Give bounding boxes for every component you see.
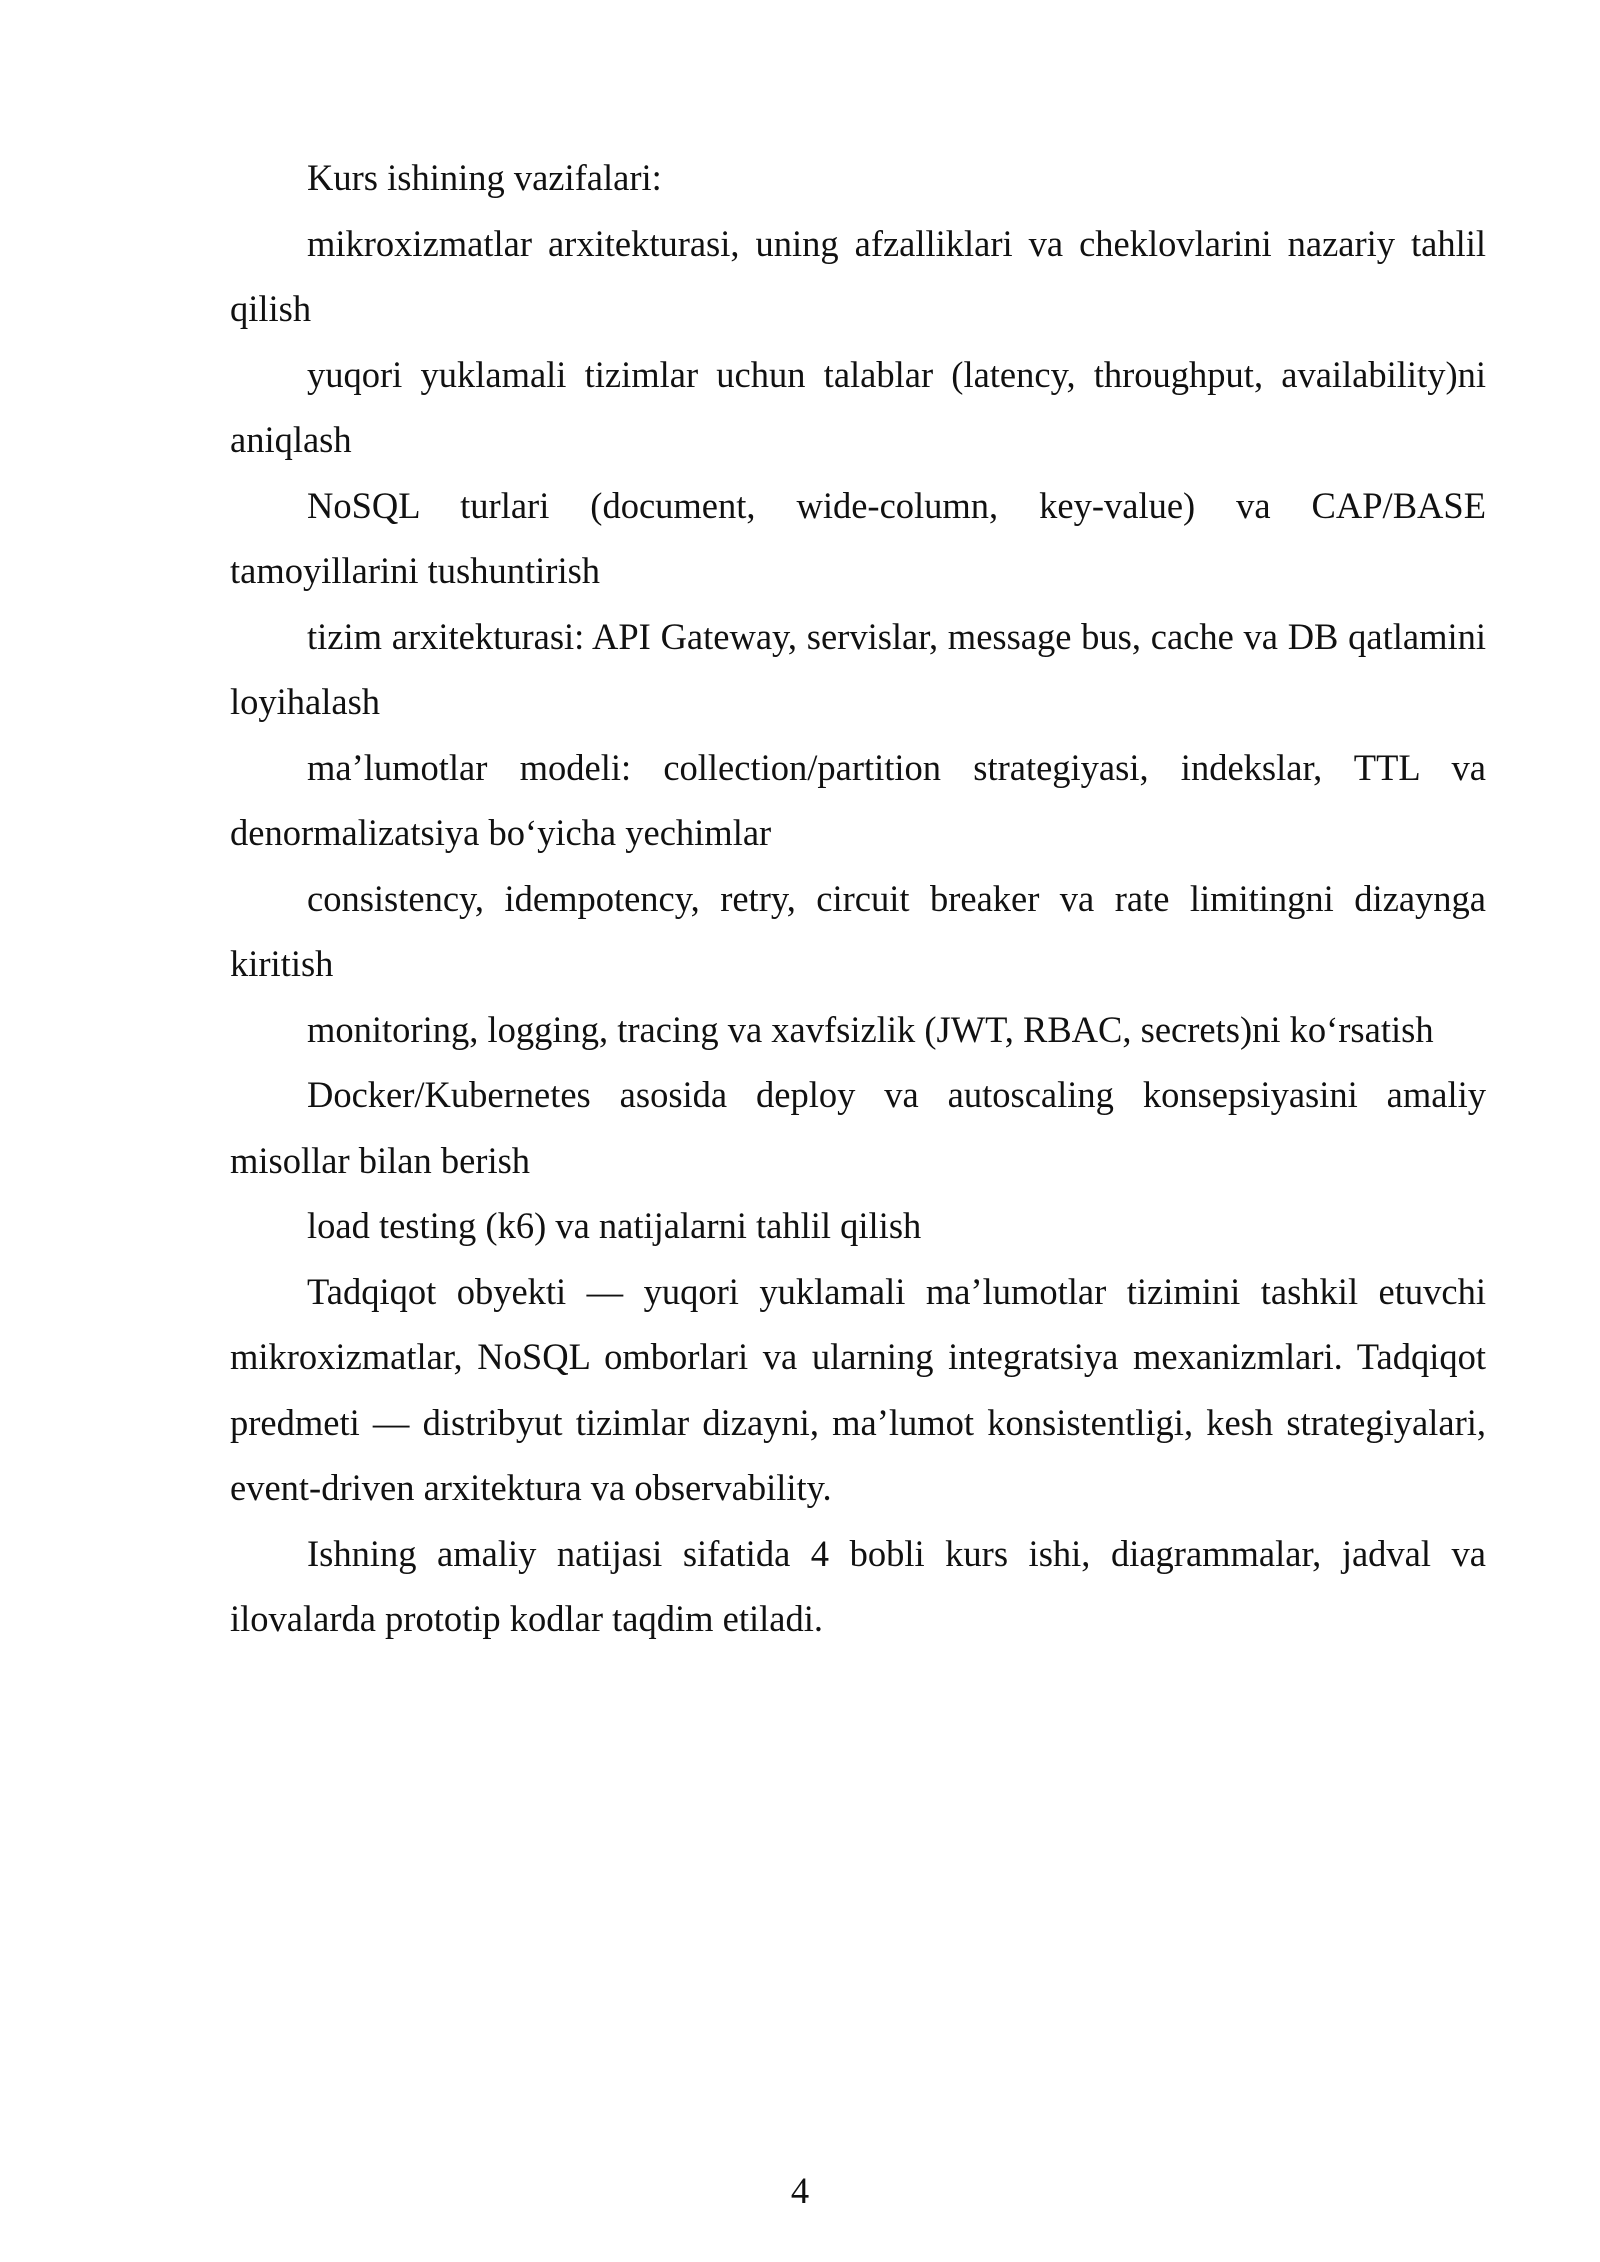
text-body <box>230 145 1486 1652</box>
paragraph-task-6: consistency, idempotency, retry, circuit breaker va rate limitingni dizaynga kiritish <box>230 877 1486 984</box>
paragraph-research-object: Tadqiqot obyekti — yuqori yuklamali ma’lumotlar tizimini tashkil etuvchi mikroxizmatlar, NoSQL omborlari va ularning integratsiya mexanizmlari. Tadqiqot predmeti — distribyut tizimlar dizayni, ma’lumot konsistentligi, kesh strategiyalari, event-driven arxitektura va observability. <box>230 1270 1486 1508</box>
paragraph-tasks-heading: Kurs ishining vazifalari: <box>307 157 662 198</box>
paragraph-task-5: ma’lumotlar modeli: collection/partition strategiyasi, indekslar, TTL va denormalizatsiya bo‘yicha yechimlar <box>230 746 1486 853</box>
paragraph-task-7: monitoring, logging, tracing va xavfsizlik (JWT, RBAC, secrets)ni ko‘rsatish <box>307 1008 1434 1050</box>
paragraph-task-9: load testing (k6) va natijalarni tahlil qilish <box>307 1205 922 1246</box>
page-number: 4 <box>790 2170 810 2211</box>
paragraph-practical-result: Ishning amaliy natijasi sifatida 4 bobli kurs ishi, diagrammalar, jadval va ilovalarda prototip kodlar taqdim etiladi. <box>230 1532 1486 1639</box>
paragraph-task-2: yuqori yuklamali tizimlar uchun talablar (latency, throughput, availability)ni aniqlash <box>230 353 1486 460</box>
paragraph-task-1: mikroxizmatlar arxitekturasi, uning afzalliklari va cheklovlarini nazariy tahlil qilish <box>230 222 1486 329</box>
paragraph-task-4: tizim arxitekturasi: API Gateway, servislar, message bus, cache va DB qatlamini loyihalash <box>230 615 1486 722</box>
paragraph-task-8: Docker/Kubernetes asosida deploy va autoscaling konsepsiyasini amaliy misollar bilan berish <box>230 1074 1486 1181</box>
paragraph-task-3: NoSQL turlari (document, wide-column, key-value) va CAP/BASE tamoyillarini tushuntirish <box>230 484 1486 591</box>
